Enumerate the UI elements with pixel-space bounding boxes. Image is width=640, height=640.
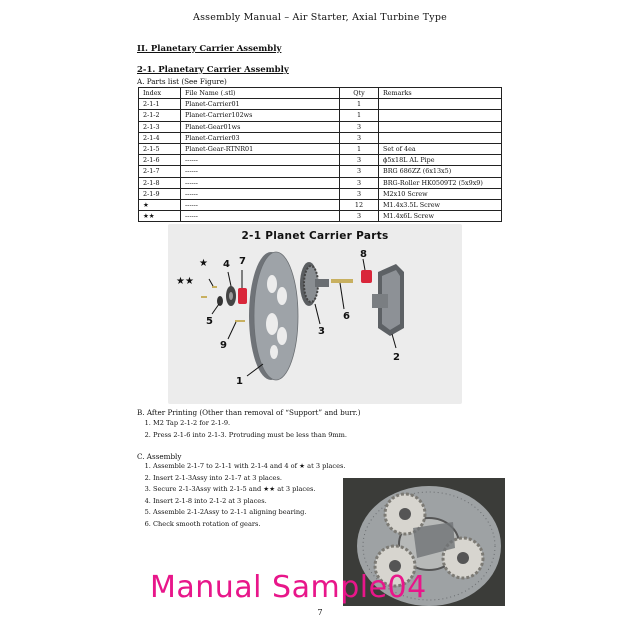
table-row bbox=[139, 99, 502, 110]
table-row bbox=[139, 211, 502, 222]
assembly-step: 3. Secure 2-1-3Assy with 2-1-5 and ★★ at 3 places. bbox=[153, 484, 347, 496]
table-row bbox=[139, 155, 502, 166]
table-row bbox=[139, 110, 502, 121]
screw-m1-4x3-5-icon bbox=[212, 286, 217, 288]
file-name-cell: Planet-Gear01ws bbox=[181, 121, 340, 132]
remarks-cell: ϕ5x18L AL Pipe bbox=[379, 155, 502, 166]
callout-double-star: ★★ bbox=[176, 276, 194, 287]
qty-cell: 12 bbox=[340, 199, 379, 210]
callout-4: 4 bbox=[223, 259, 230, 270]
file-name-cell: ------ bbox=[181, 211, 340, 222]
callout-3: 3 bbox=[318, 326, 325, 337]
table-row bbox=[139, 121, 502, 132]
callout-2: 2 bbox=[393, 352, 400, 363]
column-header-file: File Name (.stl) bbox=[181, 88, 340, 99]
column-header-remarks: Remarks bbox=[379, 88, 502, 99]
parts-list-label: A. Parts list (See Figure) bbox=[137, 77, 227, 86]
table-row bbox=[139, 188, 502, 199]
page-header: Assembly Manual – Air Starter, Axial Turbine Type bbox=[193, 12, 447, 23]
screw-m1-4x6-icon bbox=[201, 296, 207, 298]
parts-table bbox=[138, 87, 502, 222]
file-name-cell: Planet-Carrier01 bbox=[181, 99, 340, 110]
table-header-row bbox=[139, 88, 502, 99]
assembly-step: 2. Insert 2-1-3Assy into 2-1-7 at 3 places. bbox=[153, 473, 347, 485]
planet-carrier-03-icon bbox=[238, 288, 247, 304]
after-printing-steps bbox=[137, 418, 397, 441]
assembly-step: 5. Assemble 2-1-2Assy to 2-1-1 aligning bearing. bbox=[153, 507, 347, 519]
index-cell: 2-1-4 bbox=[139, 132, 181, 143]
remarks-cell: M2x10 Screw bbox=[379, 188, 502, 199]
qty-cell: 1 bbox=[340, 110, 379, 121]
index-cell: 2-1-9 bbox=[139, 188, 181, 199]
exploded-view-diagram bbox=[168, 224, 462, 404]
callout-7: 7 bbox=[239, 256, 246, 267]
index-cell: ★★ bbox=[139, 211, 181, 222]
remarks-cell: BRG-Roller HK0509T2 (5x9x9) bbox=[379, 177, 502, 188]
remarks-cell: Set of 4ea bbox=[379, 143, 502, 154]
qty-cell: 1 bbox=[340, 143, 379, 154]
assembly-step: 4. Insert 2-1-8 into 2-1-2 at 3 places. bbox=[153, 496, 347, 508]
index-cell: 2-1-3 bbox=[139, 121, 181, 132]
screw-m2x10-icon bbox=[235, 320, 245, 322]
remarks-cell bbox=[379, 132, 502, 143]
index-cell: 2-1-7 bbox=[139, 166, 181, 177]
qty-cell: 3 bbox=[340, 155, 379, 166]
qty-cell: 3 bbox=[340, 132, 379, 143]
callout-9: 9 bbox=[220, 340, 227, 351]
al-pipe-icon bbox=[331, 279, 353, 283]
file-name-cell: ------ bbox=[181, 199, 340, 210]
remarks-cell bbox=[379, 110, 502, 121]
qty-cell: 3 bbox=[340, 177, 379, 188]
page-number: 7 bbox=[317, 608, 323, 617]
qty-cell: 3 bbox=[340, 188, 379, 199]
after-printing-step: 1. M2 Tap 2-1-2 for 2-1-9. bbox=[153, 418, 397, 430]
section-title: II. Planetary Carrier Assembly bbox=[137, 44, 282, 54]
index-cell: 2-1-8 bbox=[139, 177, 181, 188]
table-row bbox=[139, 177, 502, 188]
column-header-qty: Qty bbox=[340, 88, 379, 99]
table-row bbox=[139, 166, 502, 177]
callout-8: 8 bbox=[360, 249, 367, 260]
file-name-cell: ------ bbox=[181, 177, 340, 188]
planet-carrier-disc bbox=[249, 252, 298, 380]
index-cell: 2-1-2 bbox=[139, 110, 181, 121]
callout-6: 6 bbox=[343, 311, 350, 322]
qty-cell: 3 bbox=[340, 166, 379, 177]
table-row bbox=[139, 199, 502, 210]
file-name-cell: Planet-Carrier102ws bbox=[181, 110, 340, 121]
qty-cell: 3 bbox=[340, 211, 379, 222]
assembly-step: 6. Check smooth rotation of gears. bbox=[153, 519, 347, 531]
remarks-cell: M1.4x3.5L Screw bbox=[379, 199, 502, 210]
planet-gear-icon bbox=[300, 262, 329, 306]
assembly-step: 1. Assemble 2-1-7 to 2-1-1 with 2-1-4 and 4 of ★ at 3 places. bbox=[153, 461, 347, 473]
table-row bbox=[139, 132, 502, 143]
index-cell: ★ bbox=[139, 199, 181, 210]
watermark-text: Manual Sample04 bbox=[150, 570, 427, 605]
callout-5: 5 bbox=[206, 316, 213, 327]
index-cell: 2-1-6 bbox=[139, 155, 181, 166]
file-name-cell: ------ bbox=[181, 166, 340, 177]
column-header-index: Index bbox=[139, 88, 181, 99]
file-name-cell: ------ bbox=[181, 188, 340, 199]
roller-bearing-icon bbox=[361, 270, 372, 283]
assembly-label: C. Assembly bbox=[137, 452, 182, 461]
qty-cell: 3 bbox=[340, 121, 379, 132]
washer-icon bbox=[217, 296, 223, 306]
after-printing-label: B. After Printing (Other than removal of “Support” and burr.) bbox=[137, 408, 361, 417]
planet-carrier-parts-figure bbox=[168, 224, 462, 404]
subsection-title: 2-1. Planetary Carrier Assembly bbox=[137, 65, 289, 75]
remarks-cell bbox=[379, 121, 502, 132]
file-name-cell: Planet-Gear-RTNR01 bbox=[181, 143, 340, 154]
qty-cell: 1 bbox=[340, 99, 379, 110]
planet-carrier-102-icon bbox=[372, 264, 404, 336]
index-cell: 2-1-1 bbox=[139, 99, 181, 110]
file-name-cell: Planet-Carrier03 bbox=[181, 132, 340, 143]
callout-star: ★ bbox=[199, 258, 208, 269]
file-name-cell: ------ bbox=[181, 155, 340, 166]
remarks-cell: M1.4x6L Screw bbox=[379, 211, 502, 222]
index-cell: 2-1-5 bbox=[139, 143, 181, 154]
figure-title: 2-1 Planet Carrier Parts bbox=[241, 230, 389, 242]
callout-1: 1 bbox=[236, 376, 243, 387]
table-row bbox=[139, 143, 502, 154]
after-printing-step: 2. Press 2-1-6 into 2-1-3. Protruding must be less than 9mm. bbox=[153, 430, 397, 442]
assembly-steps bbox=[137, 461, 347, 530]
remarks-cell: BRG 686ZZ (6x13x5) bbox=[379, 166, 502, 177]
remarks-cell bbox=[379, 99, 502, 110]
